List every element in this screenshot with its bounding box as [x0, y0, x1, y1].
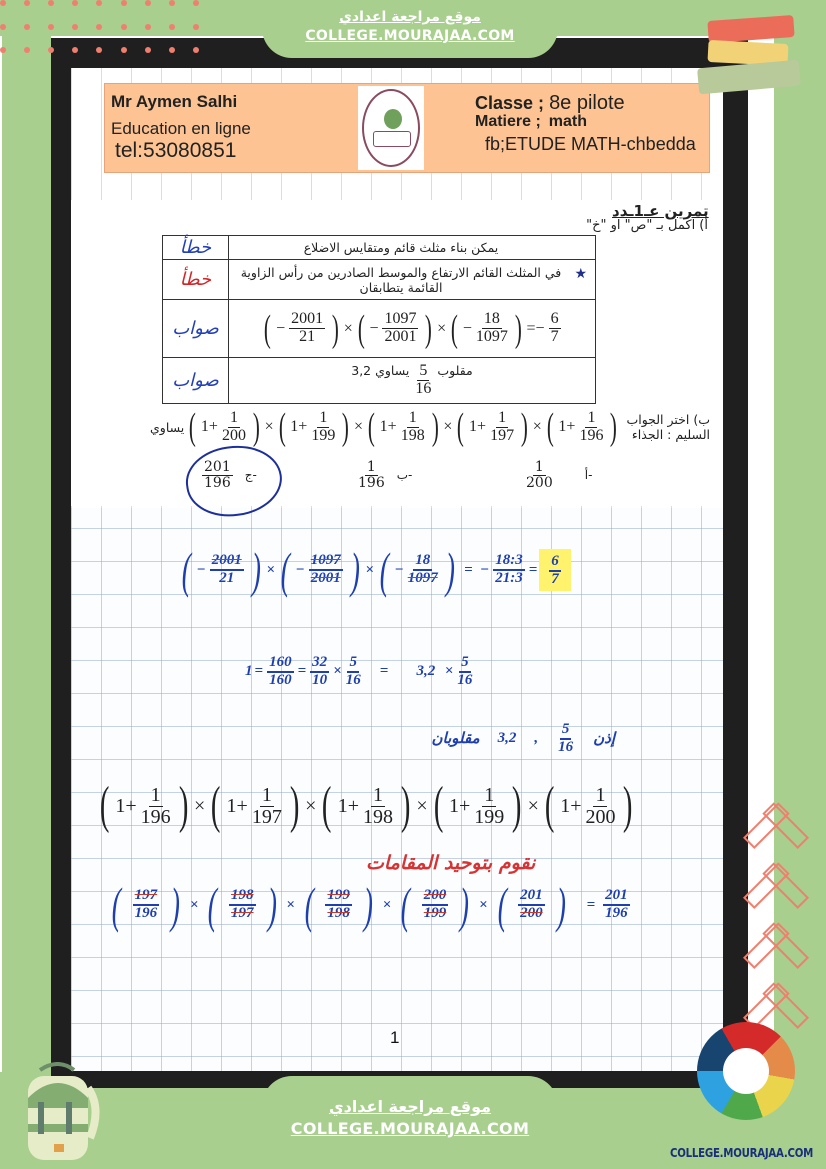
answer-mark: صواب [163, 300, 229, 358]
teacher-header-card [104, 83, 710, 173]
tree-icon [384, 109, 402, 129]
statement-cell [229, 260, 596, 300]
site-banner-url[interactable]: COLLEGE.MOURAJAA.COM [290, 1119, 530, 1138]
exercise-title: تمرين عـ1ـدد [612, 202, 709, 220]
choice-c[interactable]: $\frac{201}{196}$ ج- [204, 459, 257, 491]
solution-line-3: إذن $\frac{5}{16}$ , 3,2 مقلوبان [431, 721, 615, 755]
facebook-page: fb;ETUDE MATH-chbedda [485, 134, 696, 154]
site-banner-top[interactable] [262, 0, 558, 58]
product-expression: ( 1+ $\frac{1}{196}$ ) × ( 1+ $\frac{1}{197}$ ) × ( 1+ $\frac{1}{198}$ ) × ( 1+ $\frac{1}{199}$ ) × ( 1+ $\frac{1}{200}$ ) [99, 777, 633, 834]
answer-mark: خطأ [163, 236, 229, 260]
tagline: Education en ligne [111, 119, 251, 138]
answer-mark: خطأ [163, 260, 229, 300]
school-logo [358, 86, 424, 170]
subject-label: Matiere ; [475, 113, 541, 130]
green-margin-left [2, 36, 51, 1072]
chevron-up-icon [734, 912, 804, 952]
statement: مقلوب $\frac{5}{16}$ يساوي 3,2 [229, 358, 596, 404]
note-unify-denominators: نقوم بتوحيد المقامات [366, 852, 536, 874]
part-a-instruction: أ) اكمل بـ "ص" او "خ" [586, 218, 708, 233]
solution-line-2: 1 = $\frac{160}{160}$ = $\frac{32}{10}$ × $\frac{5}{16}$ = 3,2 × $\frac{5}{16}$ [245, 654, 473, 688]
table-row [163, 358, 596, 404]
statement-expression: ( − $\frac{2001}{21}$ ) × ( − $\frac{1097}{2001}$ ) × ( − $\frac{18}{1097}$ ) =− $\frac{6}{7}$ [229, 300, 596, 358]
site-banner-bottom[interactable] [262, 1076, 558, 1169]
class-label: Classe ; [475, 93, 545, 113]
highlighted-answer: $\frac{6}{7}$ [539, 549, 571, 592]
part-b-question: ب) اختر الجواب السليم : الجذاء ( 1+ $\frac{1}{200}$ ) × ( 1+ $\frac{1}{199}$ ) × ( 1+ $\frac{1}{198}$ ) × ( 1+ $\frac{1}{197}$ ) × ( 1+ $\frac{1}{196}$ ) يساوي [150, 406, 710, 448]
site-banner-url[interactable]: COLLEGE.MOURAJAA.COM [305, 28, 515, 44]
logo-caption[interactable]: COLLEGE.MOURAJAA.COM [670, 1146, 814, 1160]
part-b-label: ب) اختر الجواب السليم : الجذاء [626, 412, 710, 442]
subject-value: math [548, 113, 588, 130]
star-icon: ★ [574, 266, 587, 282]
part-b-suffix: يساوي [150, 419, 185, 435]
choice-a[interactable]: $\frac{1}{200}$ أ- [526, 459, 593, 491]
solution-line-4: ( $\frac{197}{196}$ ) × ( $\frac{198}{197}$ ) × ( $\frac{199}{198}$ ) × ( $\frac{200}{199}$ ) × ( $\frac{201}{200}$ ) = $\frac{201}{196}$ [111, 877, 628, 933]
table-row [163, 300, 596, 358]
choice-b[interactable]: $\frac{1}{196}$ ب- [358, 459, 413, 491]
chevron-up-decorations [734, 792, 804, 1032]
teacher-name: Mr Aymen Salhi [111, 92, 238, 111]
class-value: 8e pilote [549, 92, 625, 114]
table-row [163, 236, 596, 260]
true-false-table [162, 235, 596, 404]
statement: في المثلث القائم الارتفاع والموسط الصادرين من رأس الزاوية القائمة يتطابقان [240, 264, 562, 295]
backpack-icon [18, 1062, 100, 1162]
site-banner-arabic: موقع مراجعة اعدادي [328, 1097, 492, 1116]
answer-mark: صواب [163, 358, 229, 404]
solution-line-1: ( − $\frac{2001}{21}$ ) × ( − $\frac{1097}{2001}$ ) × ( − $\frac{18}{1097}$ ) = − $\frac{18:3}{21:3}$ = $\frac{6}{7}$ [178, 545, 571, 595]
chevron-up-icon [734, 792, 804, 832]
chevron-up-icon [734, 852, 804, 892]
page-number: 1 [390, 1028, 400, 1047]
chevron-up-icon [734, 972, 804, 1012]
logo-seal-icon [362, 89, 420, 167]
education-wheel-logo [697, 1022, 795, 1120]
site-banner-arabic: موقع مراجعة اعدادي [339, 9, 481, 25]
table-row [163, 260, 596, 300]
telephone: tel:53080851 [115, 139, 237, 162]
statement: يمكن بناء مثلث قائم ومتقايس الاضلاع [229, 236, 596, 260]
books-icon [698, 12, 816, 92]
